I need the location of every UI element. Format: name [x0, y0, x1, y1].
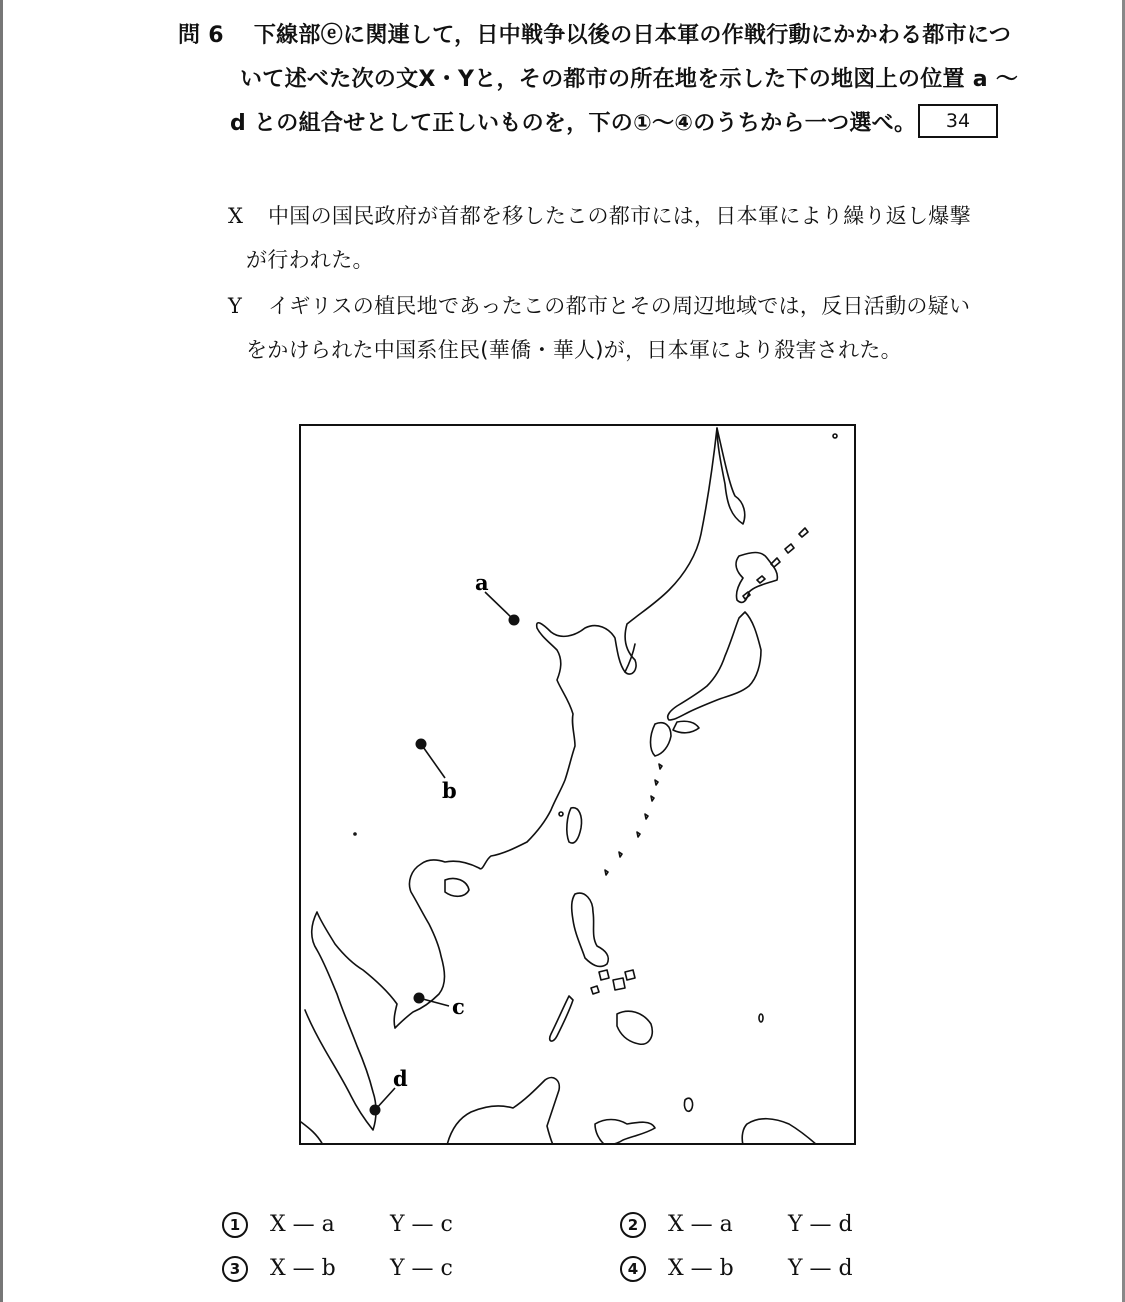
choice-1-x: X — a: [270, 1212, 335, 1237]
question-line-1: [178, 18, 1011, 49]
choice-2: [620, 1212, 853, 1238]
choice-2-y: Y — d: [788, 1212, 853, 1237]
marker-c-dot: [414, 993, 425, 1004]
statement-x-label: X: [228, 204, 244, 228]
page-edge-left: [0, 0, 3, 1302]
east-asia-map: [299, 424, 856, 1145]
marker-b-label: b: [442, 778, 457, 803]
choice-2-mark: 2: [620, 1212, 646, 1238]
statement-x-line-2: が行われた。: [246, 248, 374, 272]
choice-3-y: Y — c: [390, 1256, 453, 1281]
marker-a-label: a: [475, 570, 489, 595]
statement-y-line-1: [228, 290, 970, 320]
question-line-3: d との組合せとして正しいものを，下の①～④のうちから一つ選べ。: [230, 111, 917, 136]
statement-x-text-1: 中国の国民政府が首都を移したこの都市には，日本軍により繰り返し爆撃: [268, 204, 971, 228]
marker-d-label: d: [393, 1066, 408, 1091]
statement-y-label: Y: [228, 294, 243, 318]
choice-4-y: Y — d: [788, 1256, 853, 1281]
choice-2-x: X — a: [668, 1212, 733, 1237]
choice-1: [222, 1212, 453, 1238]
marker-b-dot: [416, 739, 427, 750]
map-frame: [300, 425, 855, 1144]
choice-4: [620, 1256, 853, 1282]
statement-x-line-1: [228, 200, 971, 230]
choice-1-y: Y — c: [390, 1212, 453, 1237]
marker-d-dot: [370, 1105, 381, 1116]
choice-3-x: X — b: [270, 1256, 336, 1281]
question-line-2: いて述べた次の文X・Yと，その都市の所在地を示した下の地図上の位置 a ～: [240, 67, 1019, 92]
choice-1-mark: 1: [222, 1212, 248, 1238]
question-number: 問 6: [178, 23, 224, 48]
marker-a-dot: [509, 615, 520, 626]
choice-4-mark: 4: [620, 1256, 646, 1282]
choice-3-mark: 3: [222, 1256, 248, 1282]
answer-number-box: 34: [918, 104, 998, 138]
marker-c-label: c: [452, 994, 465, 1019]
statement-y-text-1: イギリスの植民地であったこの都市とその周辺地域では，反日活動の疑い: [268, 294, 971, 318]
statement-y-line-2: をかけられた中国系住民(華僑・華人)が，日本軍により殺害された。: [246, 338, 902, 362]
choice-3: [222, 1256, 453, 1282]
question-text-1: 下線部ⓔに関連して，日中戦争以後の日本軍の作戦行動にかかわる都市につ: [253, 23, 1012, 48]
choice-4-x: X — b: [668, 1256, 734, 1281]
